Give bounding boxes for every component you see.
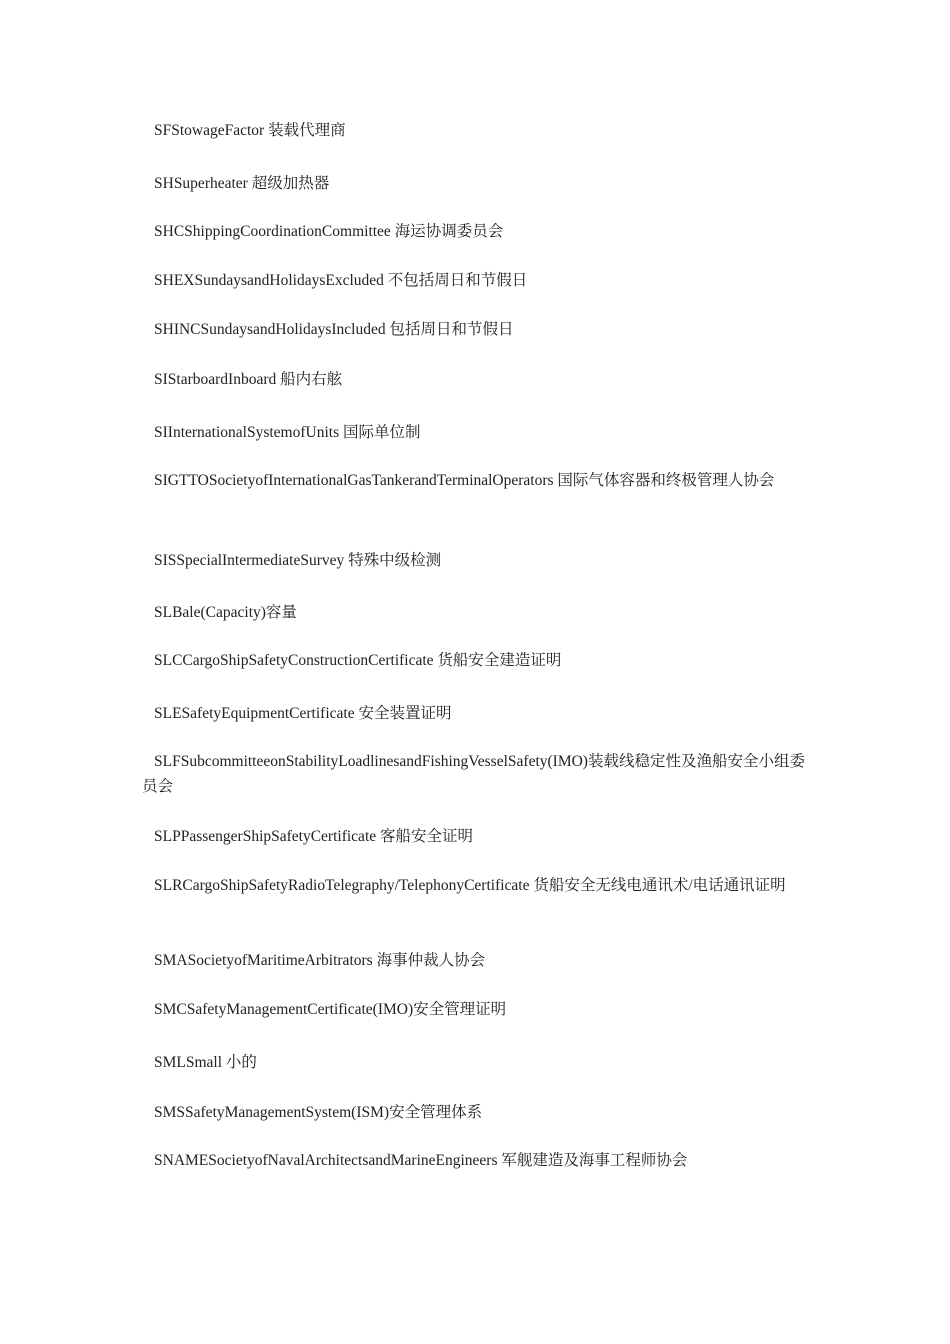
glossary-entry-sh: SHSuperheater 超级加热器 bbox=[154, 175, 330, 192]
glossary-entry-shc: SHCShippingCoordinationCommittee 海运协调委员会 bbox=[154, 223, 504, 240]
glossary-entry-si-units: SIInternationalSystemofUnits 国际单位制 bbox=[154, 424, 421, 441]
glossary-entry-slr: SLRCargoShipSafetyRadioTelegraphy/TelephonyCertificate 货船安全无线电通讯术/电话通讯证明 bbox=[154, 877, 786, 894]
glossary-entry-slf: SLFSubcommitteeonStabilityLoadlinesandFishingVesselSafety(IMO)装载线稳定性及渔船安全小组委员会 bbox=[142, 753, 805, 795]
glossary-entry-slc: SLCCargoShipSafetyConstructionCertificate 货船安全建造证明 bbox=[154, 652, 562, 669]
glossary-entry-smc: SMCSafetyManagementCertificate(IMO)安全管理证明 bbox=[154, 1001, 507, 1018]
glossary-entry-sma: SMASocietyofMaritimeArbitrators 海事仲裁人协会 bbox=[154, 952, 486, 969]
glossary-entry-sis: SISSpecialIntermediateSurvey 特殊中级检测 bbox=[154, 552, 442, 569]
glossary-entry-shinc: SHINCSundaysandHolidaysIncluded 包括周日和节假日 bbox=[154, 321, 514, 338]
glossary-entry-sms: SMSSafetyManagementSystem(ISM)安全管理体系 bbox=[154, 1104, 483, 1121]
glossary-entry-sf: SFStowageFactor 装载代理商 bbox=[154, 122, 346, 139]
glossary-entry-sle: SLESafetyEquipmentCertificate 安全装置证明 bbox=[154, 705, 452, 722]
glossary-entry-sml: SMLSmall 小的 bbox=[154, 1054, 257, 1071]
glossary-entry-shex: SHEXSundaysandHolidaysExcluded 不包括周日和节假日 bbox=[154, 272, 528, 289]
glossary-entry-sname: SNAMESocietyofNavalArchitectsandMarineEngineers 军舰建造及海事工程师协会 bbox=[154, 1152, 688, 1169]
glossary-entry-slp: SLPPassengerShipSafetyCertificate 客船安全证明 bbox=[154, 828, 473, 845]
glossary-entry-sigtto: SIGTTOSocietyofInternationalGasTankerandTerminalOperators 国际气体容器和终极管理人协会 bbox=[154, 472, 775, 489]
glossary-entry-si-starboard: SIStarboardInboard 船内右舷 bbox=[154, 371, 343, 388]
glossary-entry-sl: SLBale(Capacity)容量 bbox=[154, 604, 297, 621]
